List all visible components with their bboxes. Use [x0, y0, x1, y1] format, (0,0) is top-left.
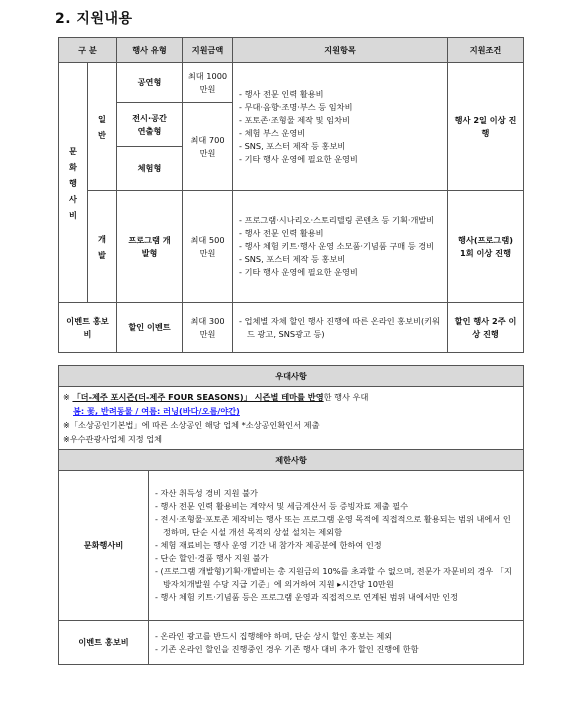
list-item: - 기존 온라인 할인을 진행중인 경우 기존 행사 대비 추가 할인 진행에 한함 [155, 643, 419, 654]
list-item: - 자산 취득성 경비 지원 불가 [155, 488, 258, 498]
preference-line-1 [63, 390, 519, 404]
type-exhibition: 전시·공간 연출형 [117, 103, 183, 147]
dev-label-cell [88, 191, 117, 303]
event-items [233, 303, 448, 353]
general-label-cell [88, 63, 117, 191]
preference-seasons: 봄: 꽃, 반려동물 / 여름: 러닝(바다/오름/야간) [73, 406, 240, 416]
list-item: - 기타 행사 운영에 필요한 운영비 [239, 153, 358, 164]
header-category: 구 분 [59, 38, 117, 63]
amount-general-2: 최대 700만원 [183, 103, 233, 191]
list-item: - SNS, 포스터 제작 등 홍보비 [239, 254, 346, 264]
list-item: - 행사 체험 키트·행사 운영 소모품·기념품 구매 등 경비 [239, 241, 435, 251]
general-label: 일 반 [98, 113, 106, 140]
limits-culture-items [149, 471, 524, 621]
list-item: - 체험 재료비는 행사 운영 기간 내 참가자 제공분에 한하여 인정 [155, 540, 382, 550]
list-item: - (프로그램 개발형)기획·개발비는 총 지원금의 10%를 초과할 수 없으며, 전문가 자문비의 경우 「지방자치개발원 수당 지급 기준」에 의거하여 지원 ▸시간당 10만원 [155, 566, 512, 589]
list-item: - 행사 체험 키트·기념품 등은 프로그램 운영과 직접적으로 연계된 범위 내에서만 인정 [155, 592, 459, 602]
preference-theme: 「더-제주 포시즌(더-제주 FOUR SEASONS)」 시즌별 테마를 반영 [72, 392, 324, 402]
list-item: - 체험 부스 운영비 [239, 127, 306, 138]
amount-dev: 최대 500만원 [183, 191, 233, 303]
list-item: - 기타 행사 운영에 필요한 운영비 [239, 267, 358, 277]
list-item: - 포토존·조형물 제작 및 임차비 [239, 114, 350, 125]
list-item: - 행사 전문 인력 활용비 [239, 228, 324, 238]
general-items [233, 63, 448, 191]
section-title: 2. 지원내용 [55, 11, 133, 27]
header-items: 지원항목 [233, 38, 448, 63]
amount-general-1: 최대 1000만원 [183, 63, 233, 103]
header-amount: 지원금액 [183, 38, 233, 63]
list-item: - 업체별 자체 할인 행사 진행에 따른 온라인 홍보비(키워드 광고, SNS광고 등) [239, 315, 440, 339]
header-condition: 지원조건 [448, 38, 524, 63]
amount-event: 최대 300만원 [183, 303, 233, 353]
event-condition: 할인 행사 2주 이상 진행 [448, 303, 524, 353]
preference-notes [59, 387, 524, 450]
type-program: 프로그램 개발형 [117, 191, 183, 303]
type-experience: 체험형 [117, 147, 183, 191]
table-header-row [59, 38, 524, 63]
dev-items [233, 191, 448, 303]
limits-event-items [149, 621, 524, 665]
header-type: 행사 유형 [117, 38, 183, 63]
preference-suffix: 한 행사 우대 [323, 392, 369, 402]
list-item: - 온라인 광고를 반드시 집행해야 하며, 단순 상시 할인 홍보는 제외 [155, 630, 393, 641]
type-discount: 할인 이벤트 [117, 303, 183, 353]
list-item: - 행사 전문 인력 활용비는 계약서 및 세금계산서 등 증빙자료 제출 필수 [155, 501, 409, 511]
list-item: - 행사 전문 인력 활용비 [239, 88, 324, 99]
culture-category-cell [59, 63, 88, 303]
preference-line-4: ※우수관광사업체 지정 업체 [63, 434, 163, 444]
event-category: 이벤트 홍보비 [59, 303, 117, 353]
list-item: - SNS, 포스터 제작 등 홍보비 [239, 140, 346, 151]
type-performance: 공연형 [117, 63, 183, 103]
culture-category-label: 문 화 행 사 비 [69, 145, 77, 220]
preference-line-2 [63, 404, 519, 418]
preference-header: 우대사항 [59, 366, 524, 387]
list-item: - 단순 할인·경품 행사 지원 불가 [155, 553, 269, 563]
support-table [58, 37, 524, 353]
limits-event-label: 이벤트 홍보비 [59, 621, 149, 665]
general-condition: 행사 2일 이상 진행 [448, 63, 524, 191]
dev-condition: 행사(프로그램) 1회 이상 진행 [448, 191, 524, 303]
list-item: - 전시·조형물·포토존 제작비는 행사 또는 프로그램 운영 목적에 직접적으로 활용되는 범위 내에서 인정하며, 단순 시설 개선 목적의 상설 설치는 제외함 [155, 514, 511, 537]
list-item: - 프로그램·시나리오·스토리텔링 콘텐츠 등 기획·개발비 [239, 215, 435, 225]
limits-header: 제한사항 [59, 450, 524, 471]
list-item: - 무대·음향·조명·부스 등 임차비 [239, 101, 353, 112]
pref-limit-table [58, 365, 524, 665]
preference-line-3: ※「소상공인기본법」에 따른 소상공인 해당 업체 *소상공인확인서 제출 [63, 420, 320, 430]
preference-mark: ※ [63, 392, 73, 402]
limits-culture-label: 문화행사비 [59, 471, 149, 621]
dev-label: 개 발 [98, 233, 106, 260]
